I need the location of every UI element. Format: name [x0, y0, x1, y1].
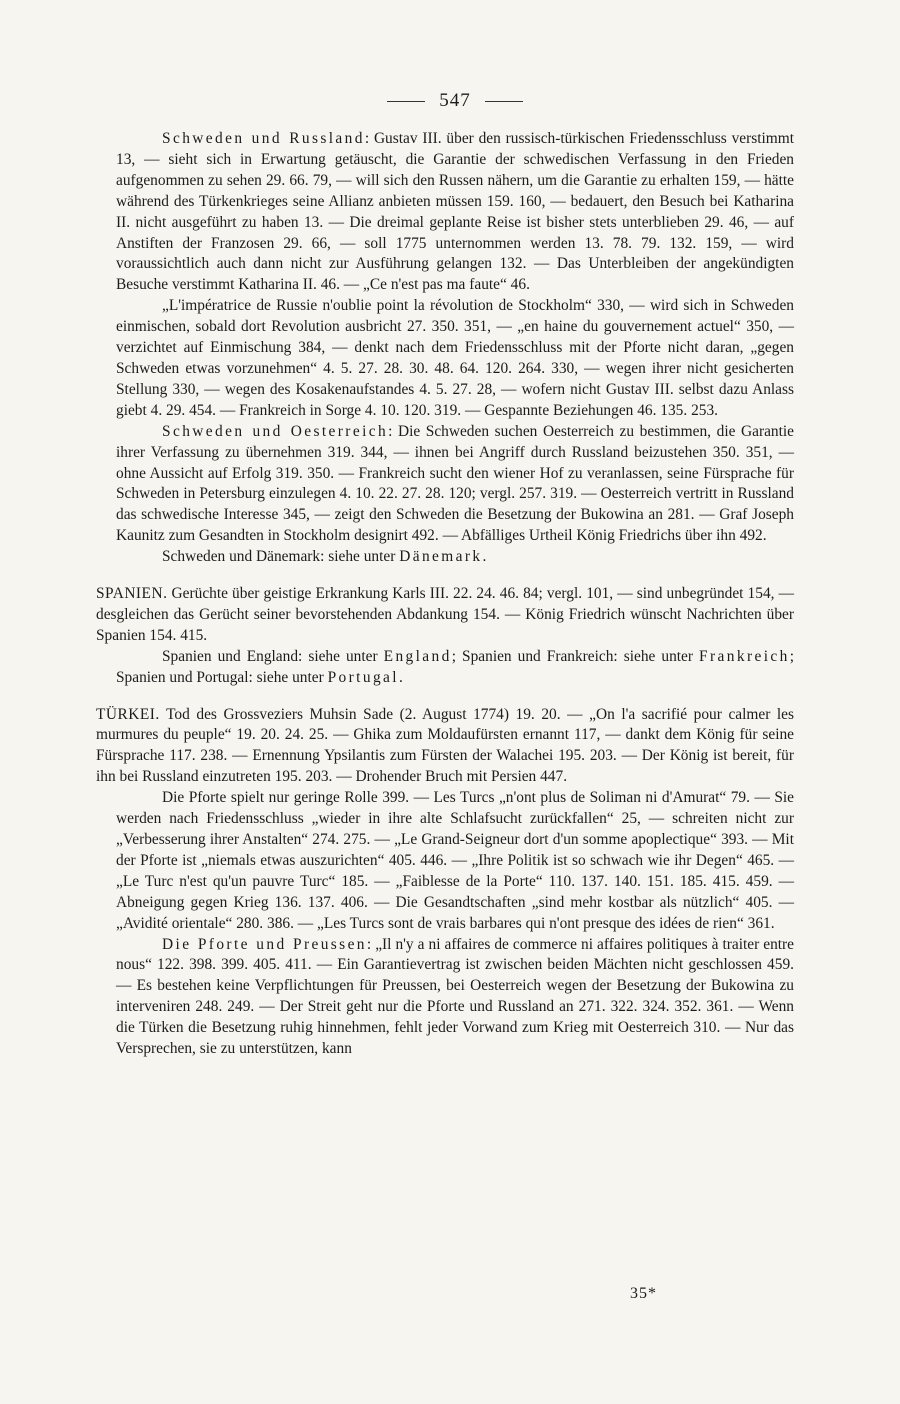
dash-rule-left	[387, 101, 425, 102]
index-paragraph	[116, 547, 794, 568]
dash-rule-right	[485, 101, 523, 102]
index-paragraph	[116, 422, 794, 547]
entry-text: .	[482, 548, 487, 566]
spaced-term: Schweden und Oesterreich	[162, 422, 389, 440]
entry-text: „L'impératrice de Russie n'oublie point la révolution de Stockholm“ 330, — wird sich in Schweden einmischen, sobald dort Revolution ausbricht 27. 350. 351, — „en haine du gouvernement actuel“ 350, — verzichtet auf Einmischung 384, — denkt nach dem Friedensschluss mit der Pforte nicht daran, „gegen Schweden etwas vorzunehmen“ 4. 5. 27. 28. 30. 48. 64. 120. 264. 330, — wegen ihrer nicht gesicherten Stellung 330, — wegen des Kosakenaufstandes 4. 5. 27. 28, — wofern nicht Gustav III. selbst dazu Anlass giebt 4. 29. 454. — Frankreich in Sorge 4. 10. 120. 319. — Gespannte Beziehungen 46. 135. 253.	[116, 297, 794, 419]
spaced-term: England	[383, 647, 452, 665]
index-entry	[96, 584, 794, 647]
index-paragraph	[116, 129, 794, 296]
index-entry	[96, 705, 794, 789]
spaced-term: Schweden und Russland	[162, 130, 365, 147]
entry-text: Gerüchte über geistige Erkrankung Karls III. 22. 24. 46. 84; vergl. 101, — sind unbegründet 154, — desgleichen das Gerücht seiner bevorstehenden Abdankung 154. — König Friedrich wünscht Nachrichten über Spanien 154. 415.	[96, 585, 794, 644]
entry-text: ; Spanien und Portugal: siehe unter	[116, 647, 794, 686]
entry-text: Die Pforte spielt nur geringe Rolle 399. — Les Turcs „n'ont plus de Soliman ni d'Amurat“ 79. — Sie werden nach Friedensschluss „wieder in ihre alte Schlafsucht zurückfallen“ 25, — schreiten nicht zur „Verbesserung ihrer Anstalten“ 274. 275. — „Le Grand-Seigneur dort d'un somme apoplectique“ 393. — Mit der Pforte ist „niemals etwas auszurichten“ 405. 446. — „Ihre Politik ist so schwach wie ihr Degen“ 465. — „Le Turc n'est qu'un pauvre Turc“ 185. — „Faiblesse de la Porte“ 110. 137. 140. 151. 185. 415. 459. — Abneigung gegen Krieg 136. 137. 406. — Die Gesandtschaften „sind mehr kostbar als nützlich“ 405. — „Avidité orientale“ 280. 386. — „Les Turcs sont de vrais barbares qui n'ont presque des idées de rien“ 361.	[116, 789, 794, 932]
entry-heading: SPANIEN.	[96, 585, 168, 603]
index-content	[96, 129, 795, 1060]
entry-text: ; Spanien und Frankreich: siehe unter	[451, 647, 700, 665]
index-paragraph	[116, 935, 794, 1060]
entry-heading: TÜRKEI.	[96, 705, 160, 723]
spaced-term: Portugal	[327, 668, 399, 686]
spaced-term: Die Pforte und Preussen	[162, 935, 367, 953]
page-number: 547	[439, 90, 471, 111]
entry-text: : „Il n'y a ni affaires de commerce ni affaires politiques à traiter entre nous“ 122. 398. 399. 405. 411. — Ein Garantievertrag ist zwischen beiden Mächten nicht geschlossen 459. — Es bestehen keine Verpflichtungen für Preussen, bei Oesterreich wegen der Besetzung der Bukowina zu interveniren 248. 249. — Der Streit geht nur die Pforte und Russland an 271. 322. 324. 352. 361. — Wenn die Türken die Besetzung ruhig hinnehmen, fehlt jeder Vorwand zum Krieg mit Oesterreich 310. — Nur das Versprechen, sie zu unterstützen, kann	[116, 935, 794, 1058]
entry-text: : Die Schweden suchen Oesterreich zu bestimmen, die Garantie ihrer Verfassung zu übernehmen 319. 344, — ihnen bei Angriff durch Russland beizustehen 350. 351, — ohne Aussicht auf Erfolg 319. 350. — Frankreich sucht den wiener Hof zu veranlassen, seine Fürsprache für Schweden in Petersburg einzulegen 4. 10. 22. 27. 28. 120; vergl. 257. 319. — Oesterreich vertritt in Russland das schwedische Interesse 345, — zeigt den Schweden die Besetzung der Bukowina an 281. — Graf Joseph Kaunitz zum Gesandten in Stockholm designirt 492. — Abfälliges Urtheil König Friedrichs über ihn 492.	[116, 422, 795, 545]
index-paragraph	[116, 647, 794, 689]
entry-text: Tod des Grossveziers Muhsin Sade (2. August 1774) 19. 20. — „On l'a sacrifié pour calmer les murmures du peuple“ 19. 20. 24. 25. — Ghika zum Moldaufürsten ernannt 117, — dankt dem König für seine Fürsprache 117. 238. — Ernennung Ypsilantis zum Fürsten der Walachei 195. 203. — Der König ist bereit, für ihn bei Russland einzutreten 195. 203. — Drohender Bruch mit Persien 447.	[96, 705, 794, 786]
entry-text: .	[398, 668, 403, 686]
entry-text: Schweden und Dänemark: siehe unter	[162, 548, 400, 566]
index-paragraph	[116, 788, 794, 934]
document-page	[96, 88, 795, 1060]
signature-mark: 35*	[630, 1285, 657, 1302]
spaced-term: Dänemark	[399, 548, 483, 566]
entry-text: Spanien und England: siehe unter	[162, 647, 384, 665]
spaced-term: Frankreich	[699, 647, 790, 665]
index-paragraph	[116, 296, 794, 421]
entry-text: : Gustav III. über den russisch-türkischen Friedensschluss verstimmt 13, — sieht sich in Erwartung getäuscht, die Garantie der schwedischen Verfassung in den Frieden aufgenommen zu sehen 29. 66. 79, — will sich den Russen nähern, um die Garantie zu erhalten 159, — hätte während des Türkenkrieges seine Allianz anbieten müssen 159. 160, — bedauert, den Besuch bei Katharina II. nicht ausgeführt zu haben 13. — Die dreimal geplante Reise ist bisher stets unterblieben 29. 46, — auf Anstiften der Franzosen 29. 66, — soll 1775 unternommen werden 13. 78. 79. 132. 159, — wird voraussichtlich auch dann nicht zur Ausführung gelangen 132. — Das Unterbleiben der angekündigten Besuche verstimmt Katharina II. 46. — „Ce n'est pas ma faute“ 46.	[116, 130, 795, 294]
page-number-line	[116, 88, 794, 114]
